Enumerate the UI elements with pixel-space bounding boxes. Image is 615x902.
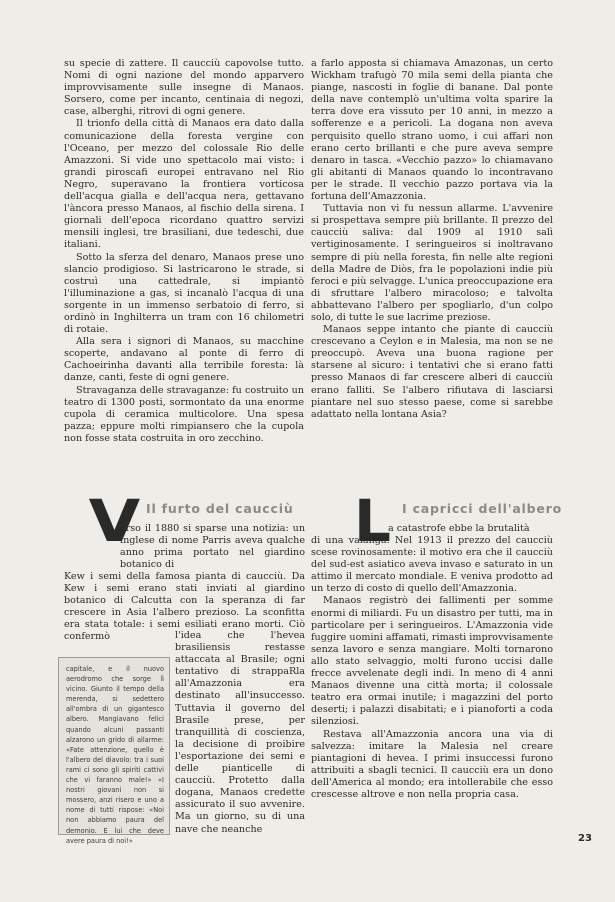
paragraph: Alla sera i signori di Manaos, su macchine scoperte, andavano al ponte di ferro di Cachoeirinha davanti alla terribile foresta: là danze, canti, feste di ogni genere. <box>64 336 304 384</box>
drop-cap-l: L <box>354 487 391 555</box>
paragraph: Manaos registrò dei fallimenti per somme enormi di miliardi. Fu un disastro per tutti, ma in particolare per i seringueiros. L'Amazzonia vide fuggire uomini affamati, rimasti improvvisamente senza lavoro e senza mangiare. Molti tornarono allo stato selvaggio, molti furono uccisi dalle frecce avvelenate degli indi. In meno di 4 anni Manaos divenne una città morta; il colossale teatro era ormai inutile; i magazzini del porto deserti; i palazzi disabitati; e i pianoforti a coda silenziosi. <box>311 595 553 728</box>
right-column-top <box>311 58 553 421</box>
section-heading-capricci: I capricci dell'albero <box>402 501 563 516</box>
paragraph: Manaos seppe intanto che piante di caucciù crescevano a Ceylon e in Malesia, ma non se ne preoccupò. Aveva una buona ragione per starsene al sicuro: i tentativi che si erano fatti presso Manaos di far crescere alberi di caucciù erano falliti. Se l'albero rifiutava di lasciarsi piantare nel suo stesso paese, come si sarebbe adattato nella lontana Asia? <box>311 324 553 420</box>
page-number: 23 <box>578 833 592 844</box>
paragraph: erso il 1880 si sparse una notizia: un inglese di nome Parris aveva qualche anno prima portato nel giardino botanico di <box>120 523 305 571</box>
paragraph: a catastrofe ebbe la brutalità <box>388 523 530 534</box>
paragraph: di una valanga. Nel 1913 il prezzo del caucciù scese rovinosamente: il motivo era che il caucciù del sud-est asiatico aveva invaso e saturato in un attimo il mercato mondiale. E veniva prodotto ad un terzo di costo di quello dell'Amazzonia. <box>311 535 553 595</box>
left-column-top <box>64 58 304 445</box>
paragraph: Restava all'Amazzonia ancora una via di salvezza: imitare la Malesia nel creare piantagioni di hevea. I primi insuccessi furono attribuiti a sbagli tecnici. Il caucciù era un dono dell'America al mondo; era intollerabile che esso crescesse altrove e non nella propria casa. <box>311 728 553 800</box>
paragraph: Stravaganza delle stravaganze: fu costruito un teatro di 1300 posti, sormontato da una enorme cupola di ceramica multicolore. Una spesa pazza; eppure molti rimpiansero che la cupola non fosse stata costruita in oro zecchino. <box>64 384 304 444</box>
right-section-text-b <box>311 535 553 801</box>
paragraph: Il trionfo della città di Manaos era dato dalla comunicazione della foresta vergine con l'Oceano, per mezzo del colossale Rio delle Amazzoni. Si vide uno spettacolo mai visto: i grandi piroscafi europei entravano nel Rio Negro, superavano la frontiera vorticosa dell'acqua gialla e dell'acqua nera, gettavano l'àncora presso Manaos, al fischio della sirena. I giornali dell'epoca ricordano quattro servizi mensili inglesi, tre brasiliani, due tedeschi, due italiani. <box>64 118 304 251</box>
paragraph: l'idea che l'hevea brasiliensis restasse attaccata al Brasile; ogni tentativo di strappaRla all'Amazzonia era destinato all'insuccesso. Tuttavia il governo del Brasile prese, per tranquillità di coscienza, la decisione di proibire l'esportazione dei semi e delle pianticelle di caucciù. Protetto dalla dogana, Manaos credette assicurato il suo avvenire. Ma un giorno, su di una nave che neanche <box>175 630 305 835</box>
left-section-text-c <box>175 630 305 836</box>
paragraph: Tuttavia non vi fu nessun allarme. L'avvenire si prospettava sempre più brillante. Il prezzo del caucciù saliva: dal 1909 al 1910 salì vertiginosamente. I seringueiros si inoltravano sempre di più nella foresta, fin nelle alte regioni della Madre de Diòs, fra le popolazioni indie più feroci e più selvagge. L'unica preoccupazione era di sfruttare l'albero miracoloso; e talvolta abbattevano l'albero per spogliarlo, d'un colpo solo, di tutte le sue lacrime preziose. <box>311 203 553 323</box>
paragraph: Kew i semi della famosa pianta di caucciù. Da Kew i semi erano stati inviati al giardino botanico di Calcutta con la speranza di far crescere in Asia l'albero prezioso. La sconfitta era stata totale: i semi esiliati erano morti. Ciò confermò <box>64 571 305 643</box>
paragraph: Sotto la sferza del denaro, Manaos prese uno slancio prodigioso. Si lastricarono le strade, si costruì una cattedrale, si impiantò l'illuminazione a gas, si incanalò l'acqua di una sorgente in un immenso serbatoio di ferro, si ordinò in Inghilterra un tram con 16 chilometri di rotaie. <box>64 251 304 336</box>
drop-cap-v: V <box>88 487 141 555</box>
paragraph: su specie di zattere. Il caucciù capovolse tutto. Nomi di ogni nazione del mondo apparvero improvvisamente sulle insegne di Manaos. Sorsero, come per incanto, centinaia di negozi, case, alberghi, ritrovi di ogni genere. <box>64 58 304 118</box>
section-heading-furto: Il furto del caucciù <box>146 501 294 516</box>
paragraph: a farlo apposta si chiamava Amazonas, un certo Wickham trafugò 70 mila semi della pianta che piange, nascosti in foglie di banane. Dal ponte della nave contemplò un'ultima volta sparire la terra dove era vissuto per 10 anni, in mezzo a sofferenze e a pericoli. La dogana non aveva perquisito quello strano uomo, i cui affari non erano certo brillanti e che pure aveva sempre denaro in tasca. «Vecchio pazzo» lo chiamavano gli abitanti di Manaos quando lo incontravano per le strade. Il vecchio pazzo portava via la fortuna dell'Amazzonia. <box>311 58 553 203</box>
right-section-text-a <box>388 523 553 535</box>
left-section-text-a <box>120 523 305 571</box>
caption-box: capitale, e il nuovo aerodromo che sorge lì vicino. Giunto il tempo della merenda, si sedettero all'ombra di un gigantesco albero. Mangiavano felici quando alcuni passanti alzarono un grido di allarme: «Fate attenzione, quello è l'albero del diavolo: tra i suoi rami ci sono gli spiriti cattivi che vi faranno male!» «I nostri giovani non si mossero, anzi risero e uno a nome di tutti rispose: «Noi non abbiamo paura del demonio. E lui che deve avere paura di noi!» <box>58 657 170 835</box>
